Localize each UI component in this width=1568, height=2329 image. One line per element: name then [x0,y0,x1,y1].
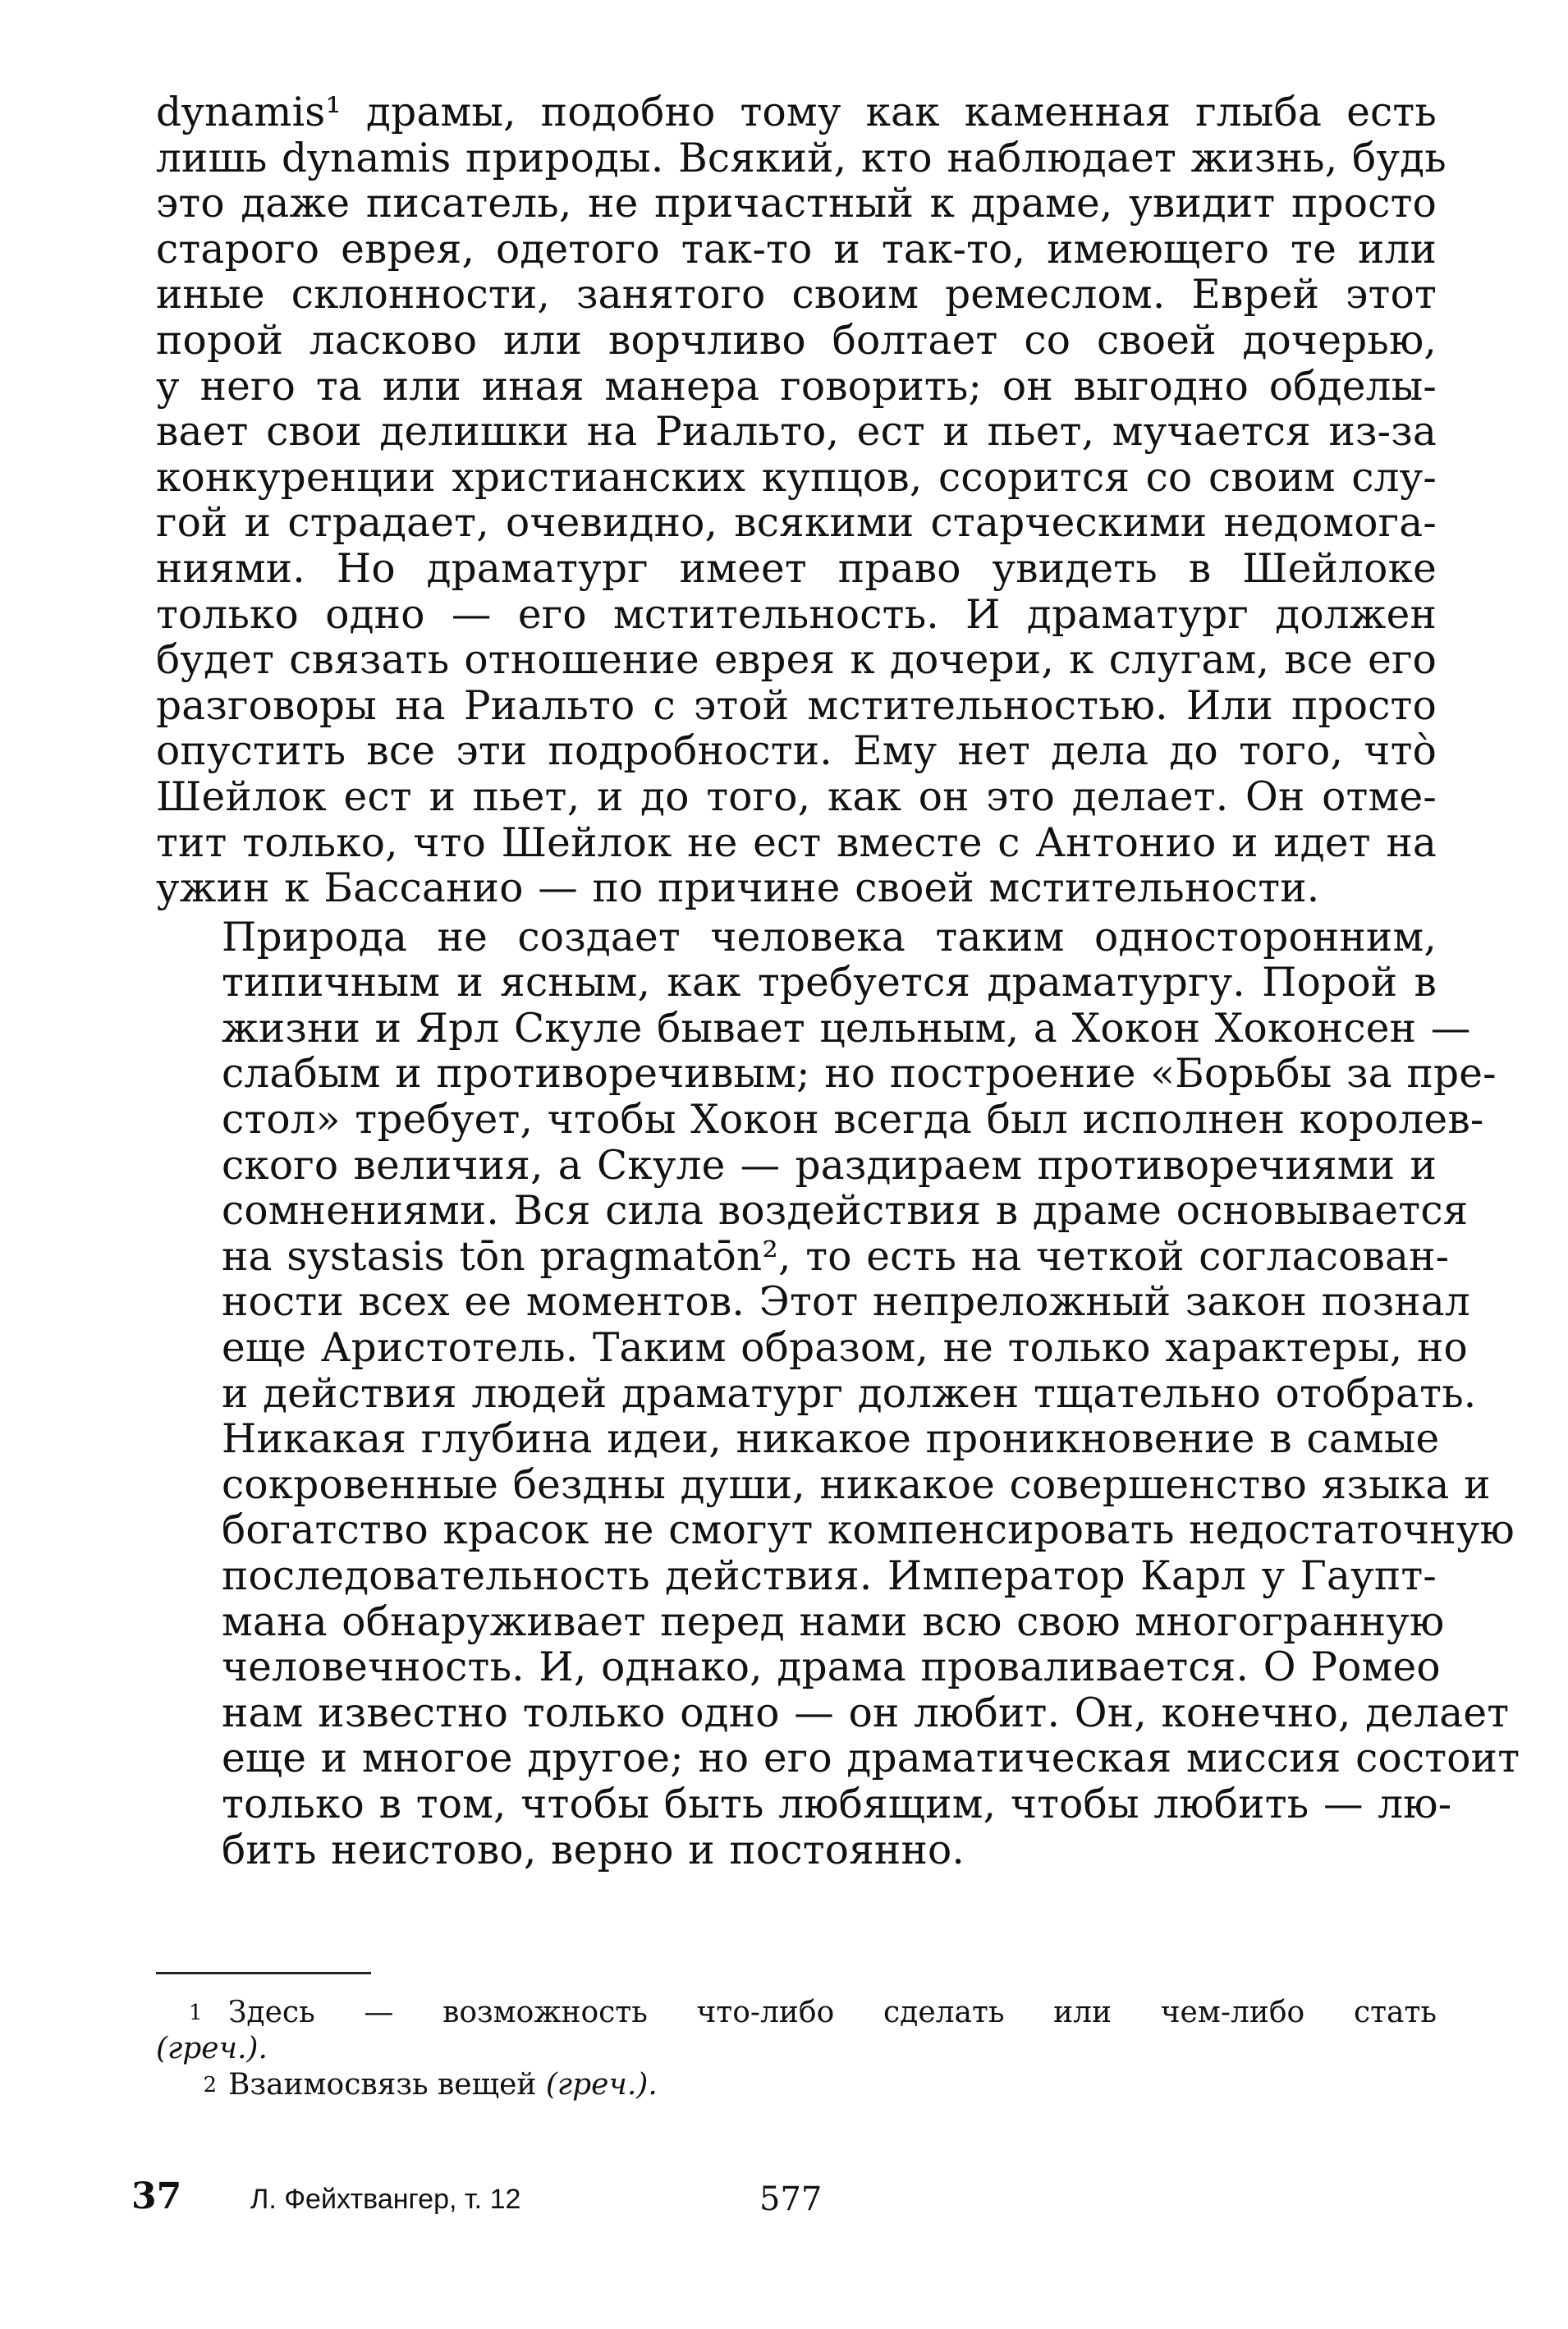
text-line: человечность. И, однако, драма проваливается. О Ромео [222,1644,1441,1691]
text-line: мана обнаруживает перед нами всю свою многогранную [222,1598,1445,1645]
text-line: еще Аристотель. Таким образом, не только характеры, но [222,1325,1468,1372]
text-line: dynamis¹ драмы, подобно тому как каменная глыба есть [156,89,1437,135]
text-line: только одно — его мстительность. И драматург должен [156,591,1437,638]
text-line: гой и страдает, очевидно, всякими старческими недомога- [156,500,1437,547]
text-line: это даже писатель, не причастный к драме, увидит просто [156,181,1437,227]
text-line: вает свои делишки на Риальто, ест и пьет, мучается из-за [156,409,1437,456]
footnote-2-text: Взаимосвязь вещей [228,2068,537,2102]
text-line: сомнениями. Вся сила воздействия в драме основывается [222,1188,1469,1235]
text-line: богатство красок не смогут компенсировать недостаточную [222,1507,1515,1554]
text-line: только в том, чтобы быть любящим, чтобы любить — лю- [222,1781,1452,1827]
text-line: сокровенные бездны души, никакое совершенство языка и [222,1461,1491,1508]
footnote-2 [156,2067,1437,2103]
footnote-2-number: 2 [203,2073,217,2097]
text-line: последовательность действия. Император Карл у Гаупт- [222,1553,1437,1599]
footnote-1 [156,1995,1437,2067]
text-line: на systasis tōn pragmatōn², то есть на четкой согласован- [222,1233,1450,1280]
text-line: типичным и ясным, как требуется драматургу. Порой в [222,960,1437,1006]
text-line: тит только, что Шейлок не ест вместе с Антонио и идет на [156,819,1437,866]
main-text [156,89,1520,1873]
text-line: ужин к Бассанио — по причине своей мстительности. [156,865,1320,912]
footnotes [156,1995,1437,2103]
text-line: Шейлок ест и пьет, и до того, как он это делает. Он отме- [156,773,1437,820]
footnote-2-line [156,2067,1437,2103]
text-line: порой ласково или ворчливо болтает со своей дочерью, [156,317,1437,364]
footnote-2-language: (греч.). [545,2068,658,2102]
text-line: лишь dynamis природы. Всякий, кто наблюдает жизнь, будь [156,135,1447,181]
page-footer [131,2175,870,2225]
text-line: Никакая глубина идеи, никакое проникновение в самые [222,1416,1440,1463]
text-line: иные склонности, занятого своим ремеслом. Еврей этот [156,272,1437,319]
footnote-divider [156,1972,371,1974]
text-line: конкуренции христианских купцов, ссорится со своим слу- [156,454,1437,501]
text-line: еще и многое другое; но его драматическая миссия состоит [222,1735,1520,1782]
signature-text: Л. Фейхтвангер, т. 12 [250,2184,521,2215]
text-line: у него та или иная манера говорить; он выгодно обделы- [156,363,1437,410]
text-line: ниями. Но драматург имеет право увидеть в Шейлоке [156,545,1437,592]
text-line: слабым и противоречивым; но построение «Борьбы за пре- [222,1051,1497,1098]
text-line: опустить все эти подробности. Ему нет дела до того, что̀ [156,728,1437,775]
footnote-1-language: (греч.). [156,2032,268,2065]
text-line: будет связать отношение еврея к дочери, к слугам, все его [156,637,1437,684]
text-line: бить неистово, верно и постоянно. [222,1827,965,1873]
paragraph-2 [156,914,1520,1873]
text-line: Природа не создает человека таким односторонним, [222,914,1437,960]
text-line: ности всех ее моментов. Этот непреложный закон познал [222,1279,1470,1326]
text-line: старого еврея, одетого так-то и так-то, имеющего те или [156,226,1437,273]
paragraph-1 [156,89,1447,912]
text-line: и действия людей драматург должен тщательно отобрать. [222,1370,1477,1417]
text-line: жизни и Ярл Скуле бывает цельным, а Хокон Хоконсен — [222,1005,1471,1052]
text-line: стол» требует, чтобы Хокон всегда был исполнен королев- [222,1097,1484,1144]
text-line: нам известно только одно — он любит. Он, конечно, делает [222,1689,1510,1736]
signature-number: 37 [131,2175,182,2217]
page-number: 577 [759,2180,823,2218]
footnote-1-number: 1 [189,2001,203,2025]
footnote-1-text: Здесь — возможность что-либо сделать или чем-либо стать [228,1996,1437,2029]
text-line: ского величия, а Скуле — раздираем противоречиями и [222,1142,1437,1189]
footnote-1-line-1 [156,1995,1437,2031]
text-line: разговоры на Риальто с этой мстительностью. Или просто [156,682,1437,729]
